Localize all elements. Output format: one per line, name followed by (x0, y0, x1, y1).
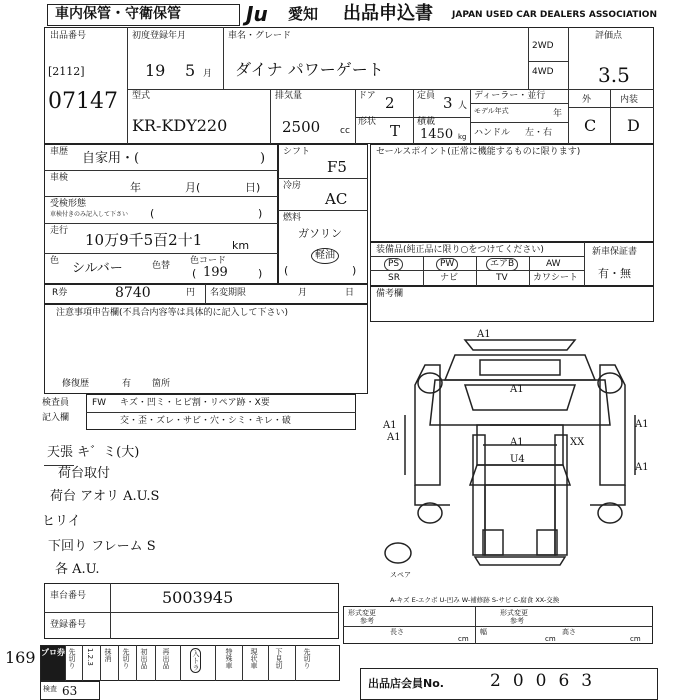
equipment-airbag: エアB (486, 258, 518, 271)
logo-ju: Ju (246, 2, 268, 26)
remarks-label: 備考欄 (376, 289, 404, 299)
equipment-pw: PW (436, 258, 458, 271)
reference-label-2: 参考 (510, 617, 524, 625)
usage-label: 車歴 (50, 147, 69, 157)
registration-number-label: 登録番号 (50, 620, 87, 630)
sheet-title: 出品申込書 (343, 3, 433, 24)
registration-month-unit: 月 (203, 69, 213, 79)
equipment-tv: TV (496, 273, 508, 283)
equipment-ps: PS (384, 258, 403, 271)
height-label: 高さ (562, 628, 576, 636)
displacement-unit: cc (340, 126, 350, 136)
cell: プロ券 (41, 646, 65, 680)
fuel-close: ) (352, 264, 357, 277)
score-interior: D (627, 116, 640, 135)
capacity-value: 3 (443, 94, 453, 112)
name-change-day: 日 (345, 288, 355, 298)
shape-value: T (390, 122, 401, 140)
handle-value: 左・右 (525, 128, 553, 138)
color-label: 色 (50, 256, 60, 266)
checker-label-1: 検査員 (42, 398, 70, 408)
damage-mark: A1 (635, 419, 649, 430)
cell: 特殊車 (225, 648, 233, 669)
handwritten-note: ヒリイ (42, 514, 81, 529)
score-label: 評価点 (595, 31, 623, 41)
damage-mark: A1 (635, 462, 649, 473)
doors-value: 2 (385, 94, 395, 112)
warranty-label: 新車保証書 (592, 247, 638, 257)
shift-value: F5 (327, 158, 347, 176)
handwritten-note: 各 A.U. (55, 562, 100, 577)
shape-label: 形状 (358, 117, 377, 127)
sealed-open: ( (150, 207, 155, 220)
capacity-unit: 人 (458, 101, 468, 111)
cell: 1.2.3 (86, 648, 94, 666)
color-code-open: ( (192, 267, 197, 280)
load-label: 積載 (417, 117, 436, 127)
load-value: 1450 (420, 127, 454, 142)
notes-label: 注意事項申告欄(不具合内容等は具体的に記入して下さい) (56, 308, 289, 318)
logo-aichi: 愛知 (288, 5, 319, 23)
cell: 下見切 (275, 648, 283, 669)
truck-diagram (383, 325, 660, 590)
lot-bracket: [2112] (48, 65, 85, 78)
capacity-label: 定員 (417, 91, 436, 101)
registration-year: 19 (145, 61, 166, 80)
cell: 入トラ (192, 650, 200, 671)
handwritten-note: 荷台 アオリ A.U.S (50, 489, 160, 504)
member-label: 出品店会員No. (368, 677, 444, 690)
mileage-unit: km (232, 239, 250, 252)
sealed-label: 受検形態 (50, 199, 87, 209)
ac-label: 冷房 (283, 181, 302, 191)
warranty-value: 有・無 (598, 267, 631, 280)
cell: 再出品 (162, 648, 170, 669)
name-change-month: 月 (298, 288, 308, 298)
width-label: 幅 (480, 628, 487, 636)
reference-label: 参考 (360, 617, 374, 625)
damage-mark: A1 (383, 420, 397, 431)
damage-mark: XX (570, 437, 585, 448)
dealer-label: ディーラー・並行 (474, 91, 546, 101)
score-exterior: C (584, 116, 597, 135)
length-unit: cm (458, 635, 469, 643)
chassis-value: 5003945 (162, 588, 234, 607)
recycle-value: 8740 (115, 285, 151, 301)
damage-mark: A1 (510, 384, 524, 395)
storage-title: 車内保管・守衛保管 (55, 6, 181, 22)
model-label: 車名・グレード (228, 31, 292, 41)
equipment-sr: SR (388, 273, 400, 283)
mileage-value: 10万9千5百2十1 (85, 231, 203, 249)
color-code-value: 199 (203, 265, 228, 280)
damage-mark: A1 (510, 437, 524, 448)
width-unit: cm (545, 635, 556, 643)
inspection-label: 車検 (50, 173, 69, 183)
recycle-label: R券 (52, 288, 68, 298)
damage-mark: U4 (510, 454, 525, 465)
lot-label: 出品番号 (50, 31, 87, 41)
cell: 初出品 (140, 648, 148, 669)
chassis-label: 車台番号 (50, 591, 87, 601)
lot-number: 07147 (48, 89, 118, 114)
doors-label: ドア (358, 91, 376, 101)
color-tone-label: 色替 (152, 261, 171, 271)
load-unit: kg (458, 133, 467, 141)
inspection-year: 年 (130, 181, 141, 194)
repair-value: 有 (122, 379, 132, 389)
length-label: 長さ (390, 628, 404, 636)
registration-label: 初度登録年月 (132, 31, 187, 41)
shift-label: シフト (283, 147, 311, 157)
checker-label-2: 記入欄 (42, 413, 70, 423)
ac-value: AC (325, 190, 348, 208)
inspection-box-label: 検査 (43, 685, 57, 693)
color-value: シルバー (72, 261, 123, 276)
model-value: ダイナ パワーゲート (235, 60, 384, 79)
cell: 先切り (122, 648, 130, 669)
handle-label: ハンドル (474, 128, 511, 138)
sales-point-label: セールスポイント(正常に機能するものに限ります) (376, 147, 581, 157)
sealed-note: 車検付きのみ記入して下さい (50, 211, 129, 218)
registration-month: 5 (185, 61, 196, 80)
cell: 先切り (303, 648, 311, 669)
fuel-value: ガソリン (298, 227, 342, 240)
equipment-label: 装備品(純正品に限り○をつけてください) (376, 245, 544, 255)
recycle-unit: 円 (186, 288, 196, 298)
usage-close: ) (260, 151, 266, 166)
displacement-value: 2500 (282, 118, 321, 136)
drive-4wd: 4WD (532, 67, 554, 77)
fuel-diesel: 軽油 (311, 248, 339, 264)
modify-label-2: 形式変更 (500, 609, 528, 617)
recycle-row (44, 284, 368, 304)
cell: 抹消 (104, 648, 112, 662)
damage-legend: A-キズ E-エクボ U-凹み W-補修跡 S-サビ C-腐食 XX-交換 (390, 596, 560, 604)
displacement-label: 排気量 (275, 91, 303, 101)
association-name: JAPAN USED CAR DEALERS ASSOCIATION (452, 10, 657, 20)
type-value: KR-KDY220 (132, 116, 228, 135)
name-change-label: 名変期限 (210, 288, 247, 298)
sales-point-box (370, 144, 654, 242)
dims-box (343, 606, 653, 644)
equipment-kawa-seat: カワシート (533, 273, 579, 283)
score-interior-label: 内装 (620, 95, 639, 105)
mileage-label: 走行 (50, 226, 69, 236)
sealed-close: ) (258, 207, 263, 220)
color-code-label: 色コード (190, 256, 227, 266)
repair-unit: 箇所 (152, 379, 171, 389)
drive-2wd: 2WD (532, 41, 554, 51)
type-label: 型式 (132, 91, 151, 101)
inspection-month: 月( (185, 181, 201, 194)
damage-mark: A1 (387, 432, 401, 443)
member-value: 20063 (490, 671, 605, 691)
score-exterior-label: 外 (582, 95, 592, 105)
usage-value: 自家用・( (82, 151, 140, 166)
handwritten-note: 天張 キ゛ミ(大) (47, 445, 140, 460)
score-value: 3.5 (598, 63, 630, 87)
equipment-navi: ナビ (440, 273, 459, 283)
inspection-box-value: 63 (62, 684, 78, 698)
damage-mark: A1 (477, 329, 491, 340)
checker-fw: FW (92, 398, 107, 408)
model-year-unit: 年 (553, 109, 563, 119)
checker-line-2: 交・歪・ズレ・サビ・穴・シミ・キレ・破 (120, 416, 291, 426)
modify-label: 形式変更 (348, 609, 376, 617)
remarks-box (370, 286, 654, 322)
equipment-aw: AW (546, 259, 561, 269)
fuel-label: 燃料 (283, 213, 302, 223)
repair-label: 修復歴 (62, 379, 90, 389)
handwritten-note: 下回り フレーム S (48, 539, 156, 554)
cell: 現状車 (250, 648, 258, 669)
handwritten-note: 荷台取付 (58, 466, 111, 481)
cell: 先切り (68, 648, 76, 669)
spare-label: スペア (390, 571, 411, 579)
margin-number: 169 (5, 648, 36, 667)
color-code-close: ) (258, 267, 263, 280)
checker-line-1: キズ・凹ミ・ヒビ割・リペア跡・X要 (120, 398, 270, 408)
model-year-label: モデル年式 (474, 107, 509, 115)
height-unit: cm (630, 635, 641, 643)
fuel-open: ( (284, 264, 289, 277)
inspection-day: 日) (245, 181, 261, 194)
